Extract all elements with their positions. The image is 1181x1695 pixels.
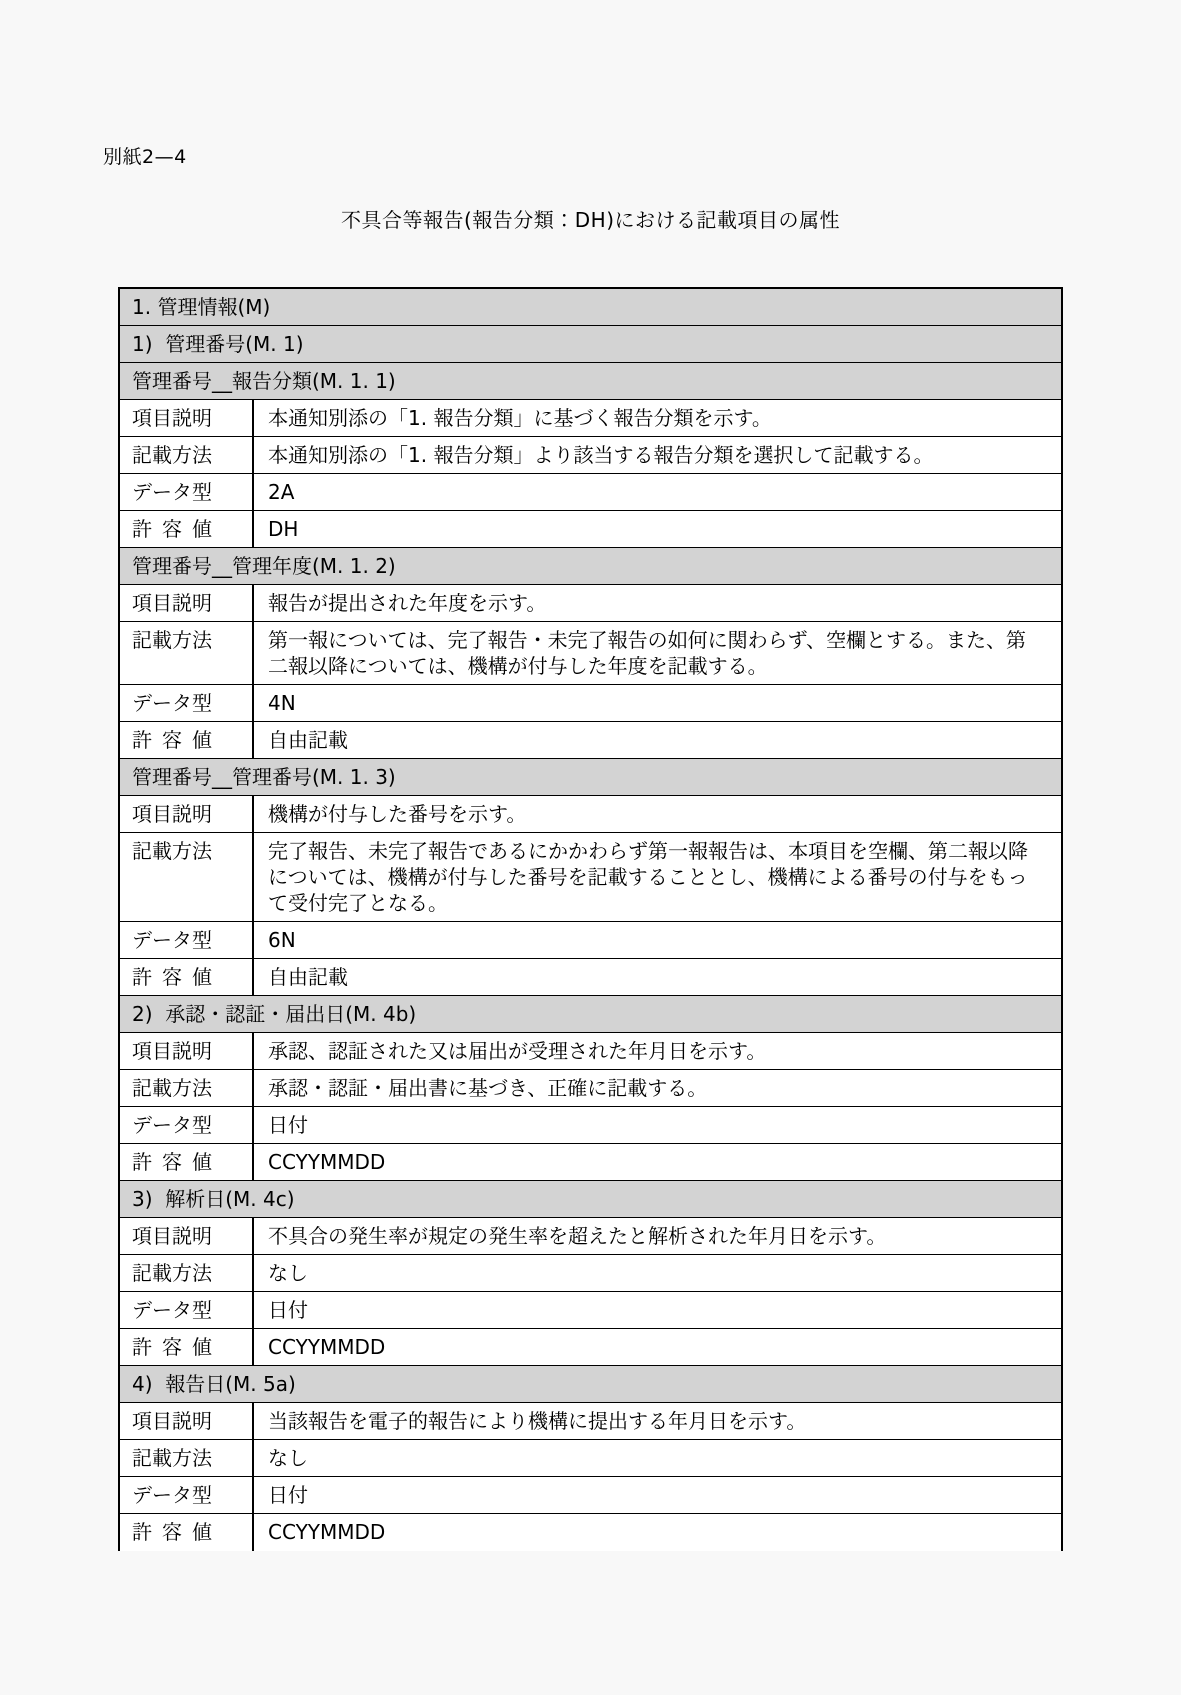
table-row	[120, 1033, 1061, 1070]
section-header-label: 管理番号__管理年度(M. 1. 2)	[132, 554, 396, 578]
table-row	[120, 1144, 1061, 1181]
section-header-label: 管理番号__報告分類(M. 1. 1)	[132, 369, 396, 393]
field-value: 本通知別添の「1. 報告分類」に基づく報告分類を示す。	[268, 406, 772, 430]
section-header-label: 管理番号__管理番号(M. 1. 3)	[132, 765, 396, 789]
table-row	[120, 922, 1061, 959]
section-header-row	[120, 996, 1061, 1033]
field-value: 完了報告、未完了報告であるにかかわらず第一報報告は、本項目を空欄、第二報以降については、機構が付与した番号を記載することとし、機構による番号の付与をもって受付完了となる。	[268, 839, 1028, 915]
field-label: 記載方法	[120, 437, 254, 473]
field-label: 項目説明	[120, 1403, 254, 1439]
table-row	[120, 722, 1061, 759]
field-value: 当該報告を電子的報告により機構に提出する年月日を示す。	[268, 1409, 807, 1433]
field-value: 機構が付与した番号を示す。	[268, 802, 527, 826]
field-value: 4N	[268, 691, 296, 715]
field-label: 項目説明	[120, 400, 254, 436]
table-row	[120, 1292, 1061, 1329]
table-row	[120, 585, 1061, 622]
field-label: 許容値	[120, 959, 254, 995]
table-row	[120, 796, 1061, 833]
section-header-label: 1) 管理番号(M. 1)	[132, 332, 304, 356]
section-header-row	[120, 363, 1061, 400]
table-row	[120, 1329, 1061, 1366]
field-label: 許容値	[120, 722, 254, 758]
table-row	[120, 1440, 1061, 1477]
table-row	[120, 685, 1061, 722]
section-header-row	[120, 1181, 1061, 1218]
table-row	[120, 833, 1061, 922]
field-label: 項目説明	[120, 796, 254, 832]
field-value: CCYYMMDD	[268, 1150, 386, 1174]
field-label: 許容値	[120, 1329, 254, 1365]
field-value: 2A	[268, 480, 295, 504]
field-value: 承認、認証された又は届出が受理された年月日を示す。	[268, 1039, 767, 1063]
field-label: データ型	[120, 1477, 254, 1513]
field-label: データ型	[120, 922, 254, 958]
field-label: 許容値	[120, 1144, 254, 1180]
field-value: 6N	[268, 928, 296, 952]
table-row	[120, 1218, 1061, 1255]
attribute-table	[118, 287, 1063, 1551]
table-row	[120, 400, 1061, 437]
table-row	[120, 959, 1061, 996]
field-label: 記載方法	[120, 1070, 254, 1106]
field-value: 本通知別添の「1. 報告分類」より該当する報告分類を選択して記載する。	[268, 443, 934, 467]
field-value: CCYYMMDD	[268, 1335, 386, 1359]
field-label: 記載方法	[120, 833, 254, 921]
field-label: 許容値	[120, 1514, 254, 1551]
field-label: 項目説明	[120, 1218, 254, 1254]
field-label: 項目説明	[120, 585, 254, 621]
field-value: 第一報については、完了報告・未完了報告の如何に関わらず、空欄とする。また、第二報以降については、機構が付与した年度を記載する。	[268, 628, 1026, 678]
table-row	[120, 622, 1061, 685]
field-value: CCYYMMDD	[268, 1520, 386, 1544]
field-value: なし	[268, 1446, 308, 1470]
field-label: データ型	[120, 1292, 254, 1328]
section-header-label: 2) 承認・認証・届出日(M. 4b)	[132, 1002, 417, 1026]
document-title: 不具合等報告(報告分類：DH)における記載項目の属性	[340, 208, 841, 232]
attachment-number-label: 別紙2—4	[103, 146, 187, 168]
field-label: データ型	[120, 474, 254, 510]
field-value: 自由記載	[268, 965, 348, 989]
field-value: 不具合の発生率が規定の発生率を超えたと解析された年月日を示す。	[268, 1224, 887, 1248]
table-row	[120, 1255, 1061, 1292]
field-label: データ型	[120, 1107, 254, 1143]
field-value: DH	[268, 517, 299, 541]
section-header-row	[120, 326, 1061, 363]
table-row	[120, 437, 1061, 474]
field-value: 日付	[268, 1298, 308, 1322]
table-row	[120, 1514, 1061, 1551]
section-header-row	[120, 1366, 1061, 1403]
field-value: 日付	[268, 1483, 308, 1507]
section-header-label: 1. 管理情報(M)	[132, 295, 271, 319]
field-label: データ型	[120, 685, 254, 721]
table-row	[120, 1403, 1061, 1440]
table-row	[120, 1070, 1061, 1107]
section-header-row	[120, 759, 1061, 796]
field-label: 許容値	[120, 511, 254, 547]
field-value: 承認・認証・届出書に基づき、正確に記載する。	[268, 1076, 708, 1100]
table-row	[120, 1477, 1061, 1514]
section-header-label: 4) 報告日(M. 5a)	[132, 1372, 296, 1396]
field-label: 記載方法	[120, 1255, 254, 1291]
field-label: 項目説明	[120, 1033, 254, 1069]
table-row	[120, 1107, 1061, 1144]
section-header-row	[120, 289, 1061, 326]
table-row	[120, 474, 1061, 511]
field-value: なし	[268, 1261, 308, 1285]
field-value: 報告が提出された年度を示す。	[268, 591, 547, 615]
field-label: 記載方法	[120, 1440, 254, 1476]
section-header-row	[120, 548, 1061, 585]
section-header-label: 3) 解析日(M. 4c)	[132, 1187, 295, 1211]
table-row	[120, 511, 1061, 548]
field-value: 日付	[268, 1113, 308, 1137]
field-value: 自由記載	[268, 728, 348, 752]
field-label: 記載方法	[120, 622, 254, 684]
